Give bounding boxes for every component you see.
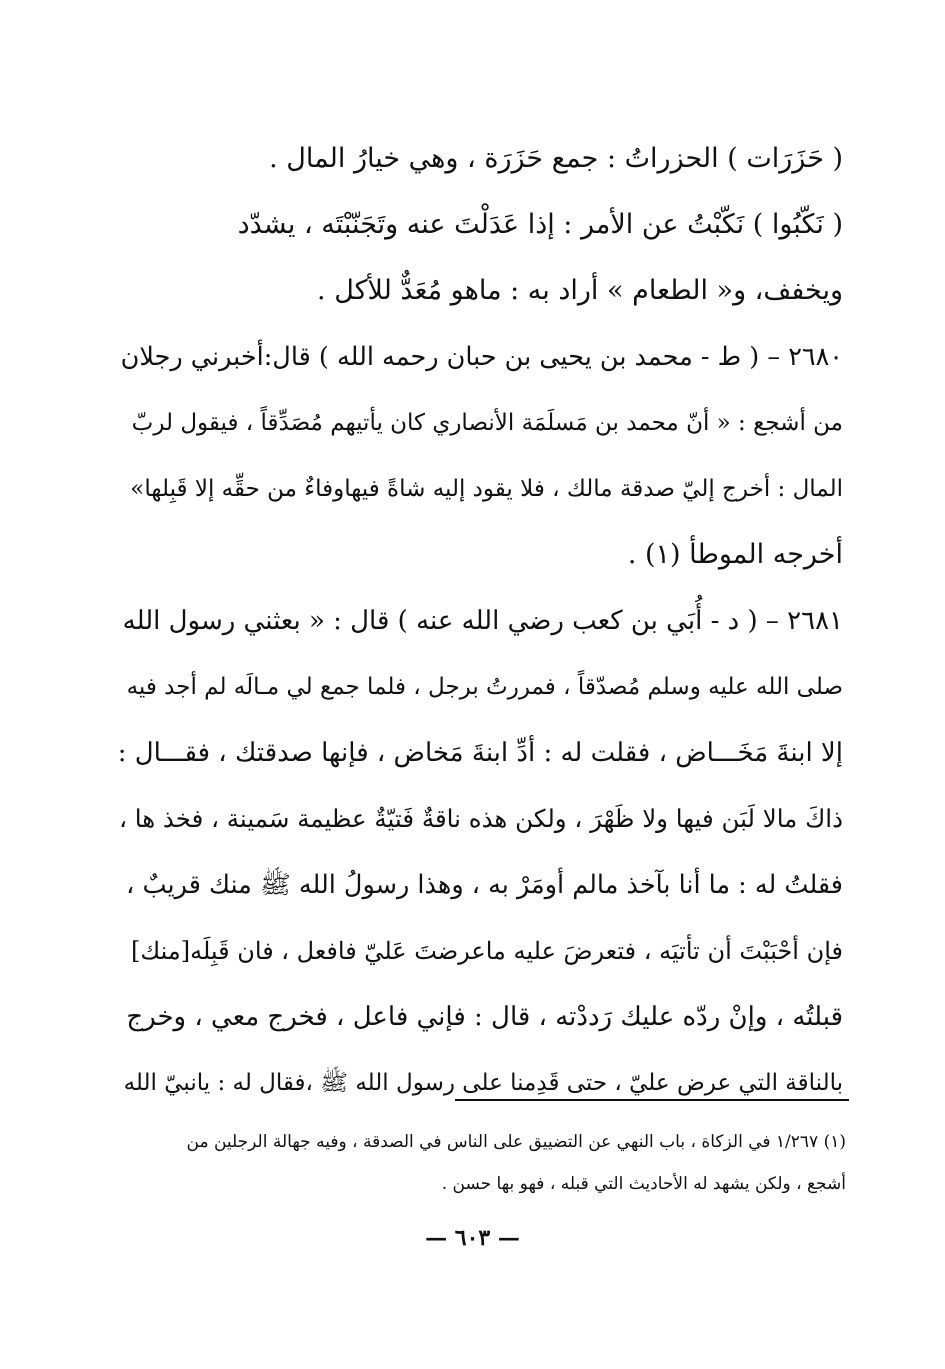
main-text	[118, 126, 843, 1116]
footnote-line-2: أشجع ، ولكن يشهد له الأحاديث التي قبله ، فهو بها حسن .	[441, 1174, 846, 1194]
text-line-15: بالناقة التي عرض عليّ ، حتى قَدِمنا على رسول الله ﷺ ،فقال له : يانبيّ الله	[123, 1070, 843, 1096]
text-line-10: إلا ابنةَ مَخَـــاض ، فقلت له : أدِّ ابنةَ مَخاض ، فإنها صدقتك ، فقـــال :	[117, 738, 843, 768]
text-line-13: فإن أحْبَبْتَ أن تأتيَه ، فتعرضَ عليه ماعرضتَ عَليّ فافعل ، فان قَبِلَه[منك]	[131, 937, 843, 965]
text-line-1: ( حَزَرَات ) الحزراتُ : جمع حَزَرَة ، وهي خيارُ المال .	[269, 143, 843, 174]
footnote	[118, 1121, 846, 1205]
text-line-9: صلى الله عليه وسلم مُصدّقاً ، فمررتُ برجل ، فلما جمع لي مـالَه لم أجد فيه	[126, 674, 843, 700]
text-line-3: ويخفف، و« الطعام » أراد به : ماهو مُعَدٌّ للأكل .	[317, 275, 843, 306]
hadith-2680-heading: ٢٦٨٠ – ( ط - محمد بن يحيى بن حبان رحمه الله ) قال:أخبرني رجلان	[120, 342, 843, 372]
text-line-12: فقلتُ له : ما أنا بآخذ مالم أومَرْ به ، وهذا رسولُ الله ﷺ منك قريبٌ ،	[126, 870, 843, 900]
text-line-11: ذاكَ مالا لَبَن فيها ولا ظَهْرَ ، ولكن هذه ناقةٌ فَتيّةٌ عظيمة سَمينة ، فخذ ها ،	[119, 804, 843, 833]
text-line-6: المال : أخرج إليّ صدقة مالك ، فلا يقود إليه شاةً فيهاوفاءٌ من حقِّه إلا قَبِلها»	[130, 476, 843, 502]
text-line-5: من أشجع : « أنّ محمد بن مَسلَمَة الأنصاري كان يأتيهم مُصَدِّقاً ، فيقول لربّ	[131, 410, 843, 436]
text-line-7: أخرجه الموطأ (١) .	[627, 539, 843, 570]
footnote-line-1: (١) ١/٢٦٧ في الزكاة ، باب النهي عن التضييق على الناس في الصدقة ، وفيه جهالة الرجلين من	[186, 1132, 846, 1152]
text-line-2: ( نَكّبُوا ) نَكّبْتُ عن الأمر : إذا عَدَلْتَ عنه وتَجَنّبْتَه ، يشدّد	[237, 209, 843, 240]
page-number: — ٦٠٣ —	[425, 1225, 520, 1251]
hadith-2681-heading: ٢٦٨١ – ( د - أُبَي بن كعب رضي الله عنه ) قال : « بعثني رسول الله	[122, 606, 843, 636]
footnote-divider	[455, 1099, 849, 1101]
text-line-14: قبلتُه ، وإنْ ردّه عليك رَددْته ، قال : فإني فاعل ، فخرج معي ، وخرج	[126, 1002, 843, 1032]
